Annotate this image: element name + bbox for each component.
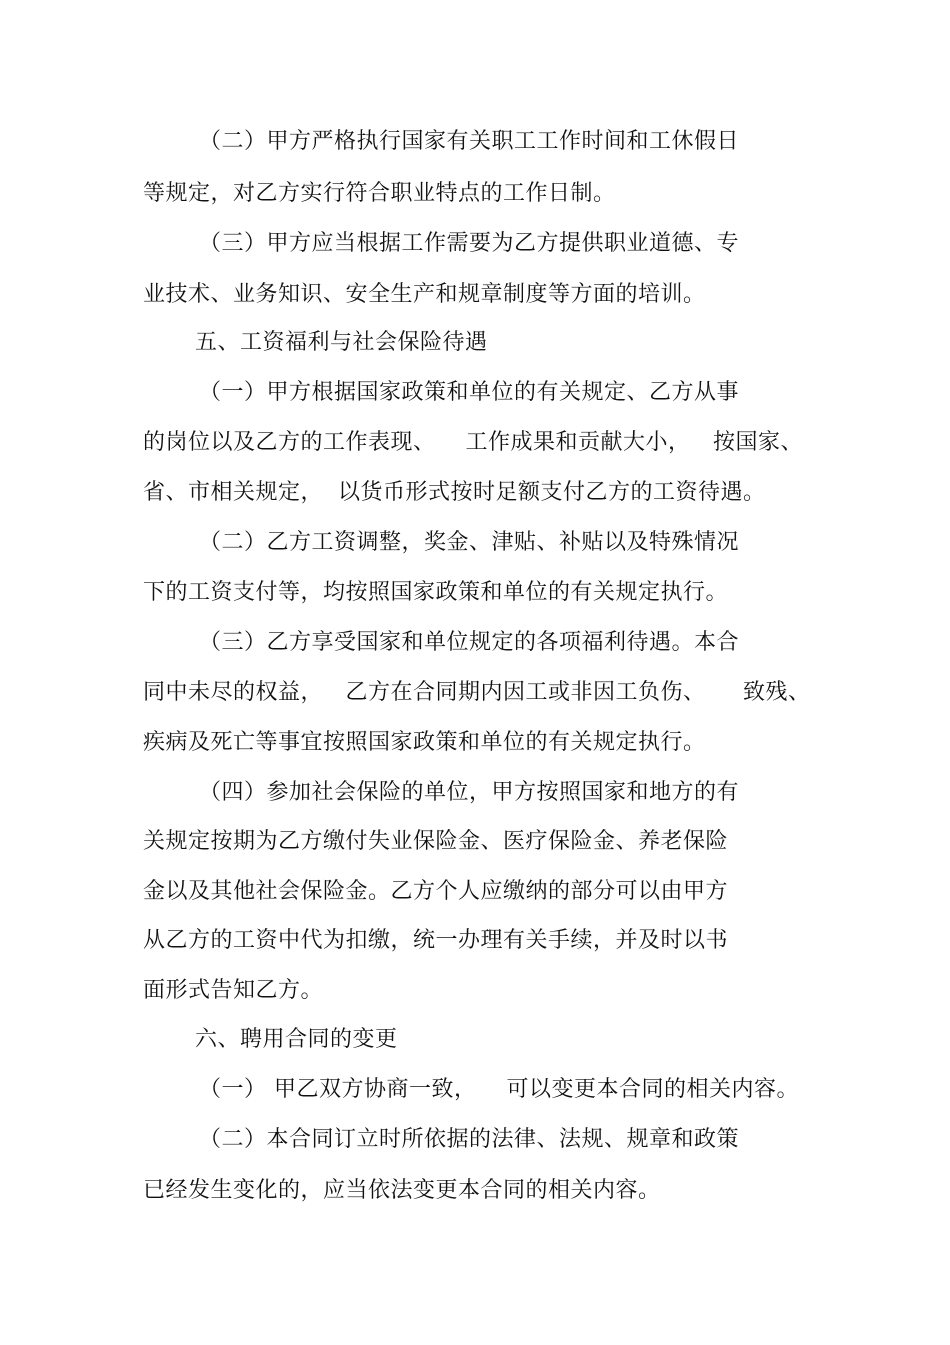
section-heading: 五、工资福利与社会保险待遇	[195, 330, 488, 355]
section-heading: 六、聘用合同的变更	[195, 1027, 398, 1052]
paragraph-line: （一）甲方根据国家政策和单位的有关规定、乙方从事	[199, 380, 740, 405]
paragraph-line: 等规定，对乙方实行符合职业特点的工作日制。	[143, 181, 616, 206]
paragraph-line: （二）乙方工资调整，奖金、津贴、补贴以及特殊情况	[199, 530, 740, 555]
paragraph-line: 下的工资支付等，均按照国家政策和单位的有关规定执行。	[143, 580, 729, 605]
paragraph-line: 已经发生变化的，应当依法变更本合同的相关内容。	[143, 1178, 661, 1203]
paragraph-line: 业技术、业务知识、安全生产和规章制度等方面的培训。	[143, 282, 706, 307]
paragraph-line: 省、市相关规定， 以货币形式按时足额支付乙方的工资待遇。	[143, 480, 766, 505]
paragraph-line: （二）甲方严格执行国家有关职工工作时间和工休假日	[199, 129, 740, 154]
paragraph-line: （四）参加社会保险的单位，甲方按照国家和地方的有	[199, 780, 740, 805]
paragraph-line: 金以及其他社会保险金。乙方个人应缴纳的部分可以由甲方	[143, 879, 729, 904]
paragraph-line: 的岗位以及乙方的工作表现、 工作成果和贡献大小， 按国家、	[143, 430, 803, 455]
paragraph-line: 同中未尽的权益， 乙方在合同期内因工或非因工负伤、 致残、	[143, 680, 811, 705]
paragraph-line: （三）甲方应当根据工作需要为乙方提供职业道德、专	[199, 231, 740, 256]
paragraph-line: （一） 甲乙双方协商一致， 可以变更本合同的相关内容。	[199, 1077, 799, 1102]
paragraph-line: （三）乙方享受国家和单位规定的各项福利待遇。本合	[199, 630, 740, 655]
paragraph-line: 面形式告知乙方。	[143, 978, 324, 1003]
paragraph-line: 关规定按期为乙方缴付失业保险金、医疗保险金、养老保险	[143, 829, 729, 854]
paragraph-line: （二）本合同订立时所依据的法律、法规、规章和政策	[199, 1127, 740, 1152]
paragraph-line: 疾病及死亡等事宜按照国家政策和单位的有关规定执行。	[143, 730, 706, 755]
paragraph-line: 从乙方的工资中代为扣缴，统一办理有关手续，并及时以书	[143, 928, 729, 953]
